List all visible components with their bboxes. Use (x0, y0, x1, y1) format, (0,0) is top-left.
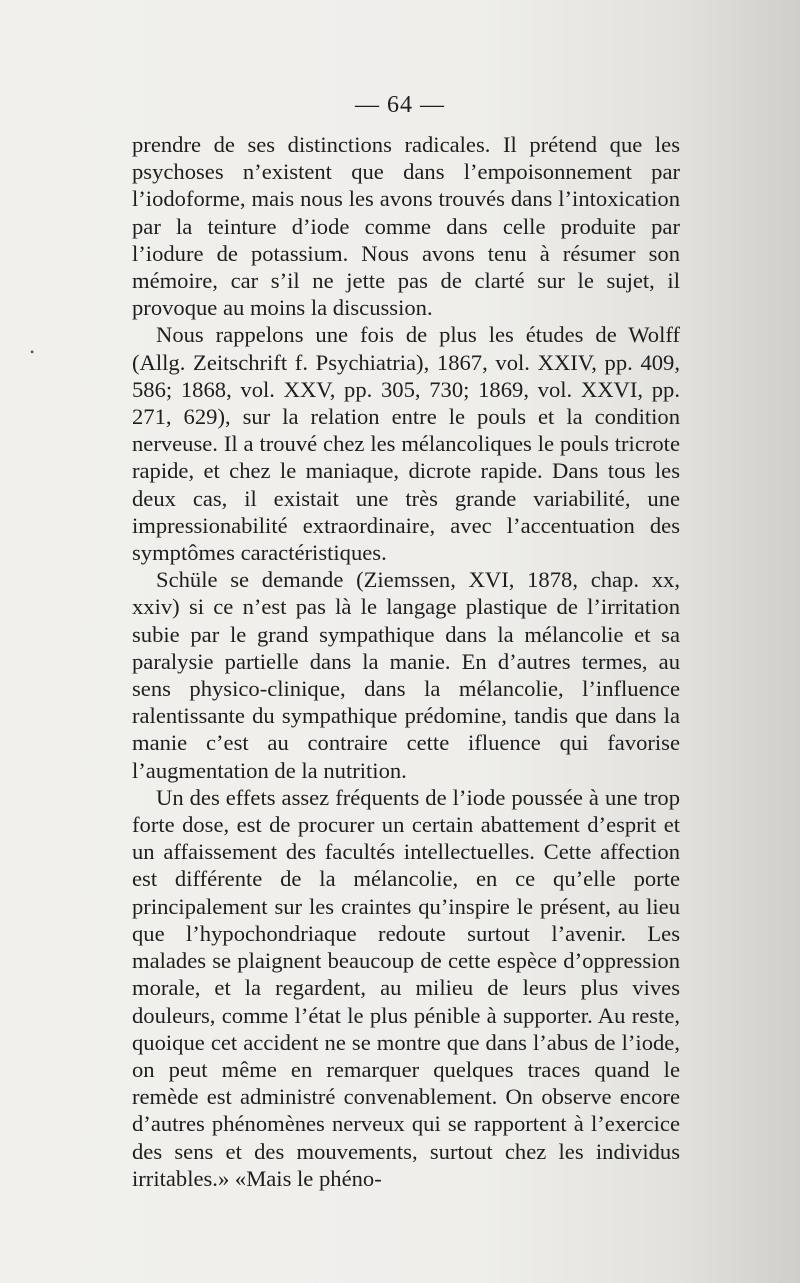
paragraph-1: prendre de ses distinctions radicales. Il prétend que les psychoses n’existent que dans l’empoisonnement par l’iodoforme, mais nous les avons trouvés dans l’intoxication par la teinture d’iode comme dans celle produite par l’iodure de potassium. Nous avons tenu à résumer son mémoire, car s’il ne jette pas de clarté sur le sujet, il provoque au moins la discussion. (132, 132, 680, 321)
body-text (132, 131, 680, 1192)
paragraph-2: Nous rappelons une fois de plus les études de Wolff (Allg. Zeitschrift f. Psychiatria), 1867, vol. XXIV, pp. 409, 586; 1868, vol. XXV, pp. 305, 730; 1869, vol. XXVI, pp. 271, 629), sur la relation entre le pouls et la condition nerveuse. Il a trouvé chez les mélancoliques le pouls tricrote rapide, et chez le maniaque, dicrote rapide. Dans tous les deux cas, il existait une très grande variabilité, une impressionabilité extraordinaire, avec l’accentuation des symptômes caractéristiques. (132, 322, 680, 566)
paragraph-3: Schüle se demande (Ziemssen, XVI, 1878, chap. xx, xxiv) si ce n’est pas là le langage plastique de l’irritation subie par le grand sympathique dans la mélancolie et sa paralysie partielle dans la manie. En d’autres termes, au sens physico-clinique, dans la mélancolie, l’influence ralentissante du sympathique prédomine, tandis que dans la manie c’est au contraire cette ifluence qui favorise l’augmentation de la nutrition. (132, 567, 680, 783)
paragraph-4: Un des effets assez fréquents de l’iode poussée à une trop forte dose, est de procurer un certain abattement d’esprit et un affaissement des facultés intellectuelles. Cette affection est différente de la mélancolie, en ce qu’elle porte principalement sur les craintes qu’inspire le présent, au lieu que l’hypochondriaque redoute surtout l’avenir. Les malades se plaignent beaucoup de cette espèce d’oppression morale, et la regardent, au milieu de leurs plus vives douleurs, comme l’état le plus pénible à supporter. Au reste, quoique cet accident ne se montre que dans l’abus de l’iode, on peut même en remarquer quelques traces quand le remède est administré convenablement. On observe encore d’autres phénomènes nerveux qui se rapportent à l’exercice des sens et des mouvements, surtout chez les individus irritables.» «Mais le phéno- (132, 784, 680, 1191)
margin-mark: • (30, 345, 35, 359)
page-number: — 64 — (355, 92, 445, 118)
